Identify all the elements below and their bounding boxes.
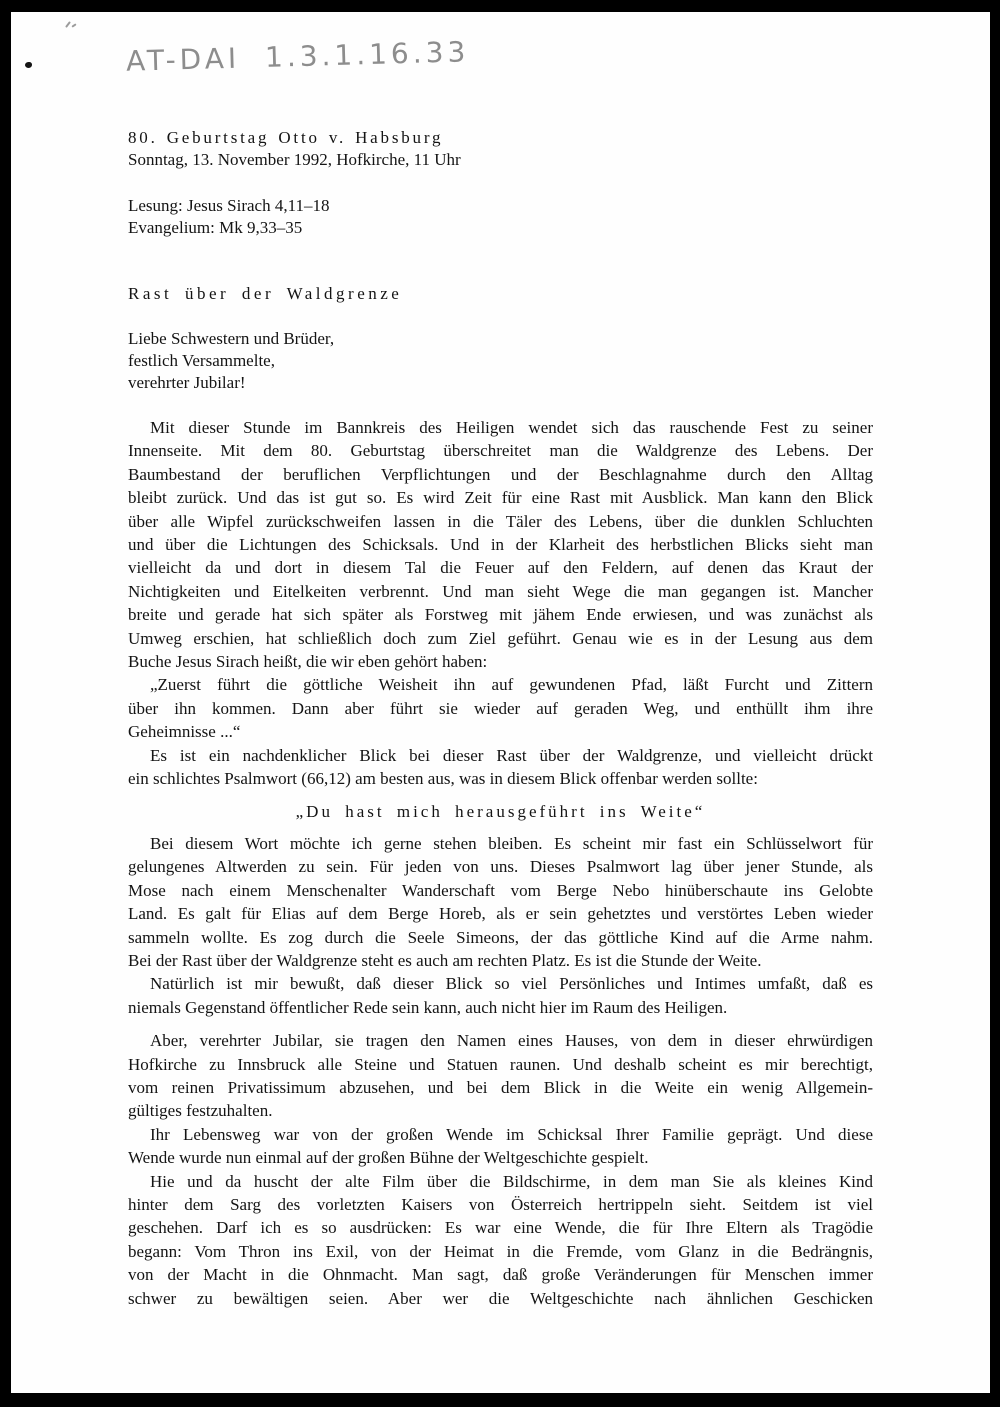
paragraph: [128, 1123, 873, 1170]
readings-block: [128, 195, 873, 239]
text-line: Hie und da huscht der alte Film über die Bildschirme, in dem man Sie als kleines Kind: [150, 1171, 873, 1191]
text-line: Wende wurde nun einmal auf der großen Bühne der Weltgeschichte gespielt.: [128, 1148, 649, 1168]
paragraph: [128, 832, 873, 972]
speech-header: [128, 127, 873, 171]
document-page: [11, 12, 990, 1393]
text-line: Innenseite. Mit dem 80. Geburtstag überschreitet man die Waldgrenze des Lebens. Der: [128, 441, 873, 461]
scan-dot-artifact: [25, 62, 32, 68]
text-line: und über die Lichtungen des Schicksals. Und in der Klarheit des herbstlichen Blicks sieht man: [128, 535, 873, 555]
text-line: Natürlich ist mir bewußt, daß dieser Blick so viel Persönliches und Intimes umfaßt, daß es: [150, 974, 873, 994]
text-line: Umweg erschien, hat schließlich doch zum Ziel geführt. Genau wie es in der Lesung aus dem: [128, 628, 873, 648]
text-line: Baumbestand der beruflichen Verpflichtungen und der Beschlagnahme durch den Alltag: [128, 464, 873, 484]
text-line: breite und gerade hat sich später als Forstweg mit jähem Ende erwiesen, und was zunächst als: [128, 605, 873, 625]
paragraph: [128, 1170, 873, 1310]
event-date-location: Sonntag, 13. November 1992, Hofkirche, 11 Uhr: [128, 150, 461, 169]
text-line: begann: Vom Thron ins Exil, von der Heimat in die Fremde, vom Glanz in die Bedrängnis,: [128, 1241, 873, 1261]
text-line: schwer zu bewältigen seien. Aber wer die Weltgeschichte nach ähnlichen Geschicken: [128, 1288, 873, 1308]
text-line: niemals Gegenstand öffentlicher Rede sein kann, auch nicht hier im Raum des Heiligen.: [128, 997, 728, 1017]
text-line: vom reinen Privatissimum abzusehen, und bei dem Blick in die Weite ein wenig Allgemein-: [128, 1077, 873, 1097]
text-line: Es ist ein nachdenklicher Blick bei dieser Rast über der Waldgrenze, und vielleicht drückt: [150, 745, 873, 765]
text-line: Mose nach einem Menschenalter Wanderschaft vom Berge Nebo hinüberschaute ins Gelobte: [128, 880, 873, 900]
event-title: 80. Geburtstag Otto v. Habsburg: [128, 128, 444, 147]
text-line: ein schlichtes Psalmwort (66,12) am besten aus, was in diesem Blick offenbar werden sollte:: [128, 769, 758, 789]
paragraph: [128, 416, 873, 673]
text-line: „Zuerst führt die göttliche Weisheit ihn auf gewundenen Pfad, läßt Furcht und Zittern: [150, 675, 873, 695]
text-line: Nichtigkeiten und Eitelkeiten verbrennt. Und man sieht Wege die man gegangen ist. Mancher: [128, 581, 873, 601]
paragraph: [128, 972, 873, 1019]
paragraph: [128, 1029, 873, 1123]
salutation-line: verehrter Jubilar!: [128, 373, 246, 392]
text-line: bleibt zurück. Und das ist gut so. Es wird Zeit für eine Rast mit Ausblick. Man kann den Blick: [128, 488, 873, 508]
text-line: Mit dieser Stunde im Bannkreis des Heiligen wendet sich das rauschende Fest zu seiner: [150, 418, 873, 437]
text-line: geschehen. Darf ich es so ausdrücken: Es war eine Wende, die für Ihre Eltern als Tragödie: [128, 1218, 873, 1238]
salutation-block: [128, 328, 873, 394]
psalm-quote: „Du hast mich herausgeführt ins Weite“: [295, 801, 706, 821]
text-line: von der Macht in die Ohnmacht. Man sagt, daß große Veränderungen für Menschen immer: [128, 1265, 873, 1285]
reading-evangelium: Evangelium: Mk 9,33–35: [128, 218, 303, 237]
text-line: Land. Es galt für Elias auf dem Berge Horeb, als er sein gehetztes und verstörtes Leben wieder: [128, 904, 873, 924]
text-line: Ihr Lebensweg war von der großen Wende im Schicksal Ihrer Familie geprägt. Und diese: [150, 1124, 873, 1144]
text-line: gültiges festzuhalten.: [128, 1101, 273, 1121]
scan-mark-artifact: [64, 20, 78, 32]
text-line: vielleicht da und dort in diesem Tal die Feuer auf den Feldern, auf denen das Kraut der: [128, 558, 873, 578]
speech-document: [125, 12, 873, 1310]
text-line: Geheimnisse ...“: [128, 722, 241, 742]
salutation-line: festlich Versammelte,: [128, 351, 275, 370]
text-line: Bei diesem Wort möchte ich gerne stehen bleiben. Es scheint mir fast ein Schlüsselwort für: [150, 833, 873, 853]
reading-lesung: Lesung: Jesus Sirach 4,11–18: [128, 196, 330, 215]
text-line: Hofkirche zu Innsbruck alle Steine und Statuen raunen. Und deshalb scheint es mir berechtigt,: [128, 1054, 873, 1074]
text-line: gelungenes Altwerden zu sein. Für jeden von uns. Dieses Psalmwort lag über jener Stunde, als: [128, 857, 873, 877]
text-line: hinter dem Sarg des vorletzten Kaisers von Österreich hertrippeln sieht. Seitdem ist viel: [128, 1195, 873, 1214]
text-line: Aber, verehrter Jubilar, sie tragen den Namen eines Hauses, von dem in dieser ehrwürdigen: [150, 1031, 873, 1051]
salutation-line: Liebe Schwestern und Brüder,: [128, 329, 335, 348]
text-line: über alle Wipfel zurückschweifen lassen in die Täler des Lebens, über die dunklen Schluchten: [128, 511, 873, 531]
paragraph: [128, 673, 873, 743]
sermon-title: Rast über der Waldgrenze: [128, 284, 403, 303]
archive-annotation: AT-DAI 1.3.1.16.33: [125, 35, 470, 78]
text-line: sammeln wollte. Es zog durch die Seele Simeons, der das göttliche Kind auf die Arme nahm.: [128, 927, 873, 947]
body-paragraphs: [128, 416, 873, 1310]
text-line: über ihn kommen. Dann aber führt sie wieder auf geraden Weg, und enthüllt ihm ihre: [128, 698, 873, 718]
text-line: Bei der Rast über der Waldgrenze steht es auch am rechten Platz. Es ist die Stunde der Weite.: [128, 950, 762, 970]
text-line: Buche Jesus Sirach heißt, die wir eben gehört haben:: [128, 652, 488, 672]
paragraph: [128, 744, 873, 791]
